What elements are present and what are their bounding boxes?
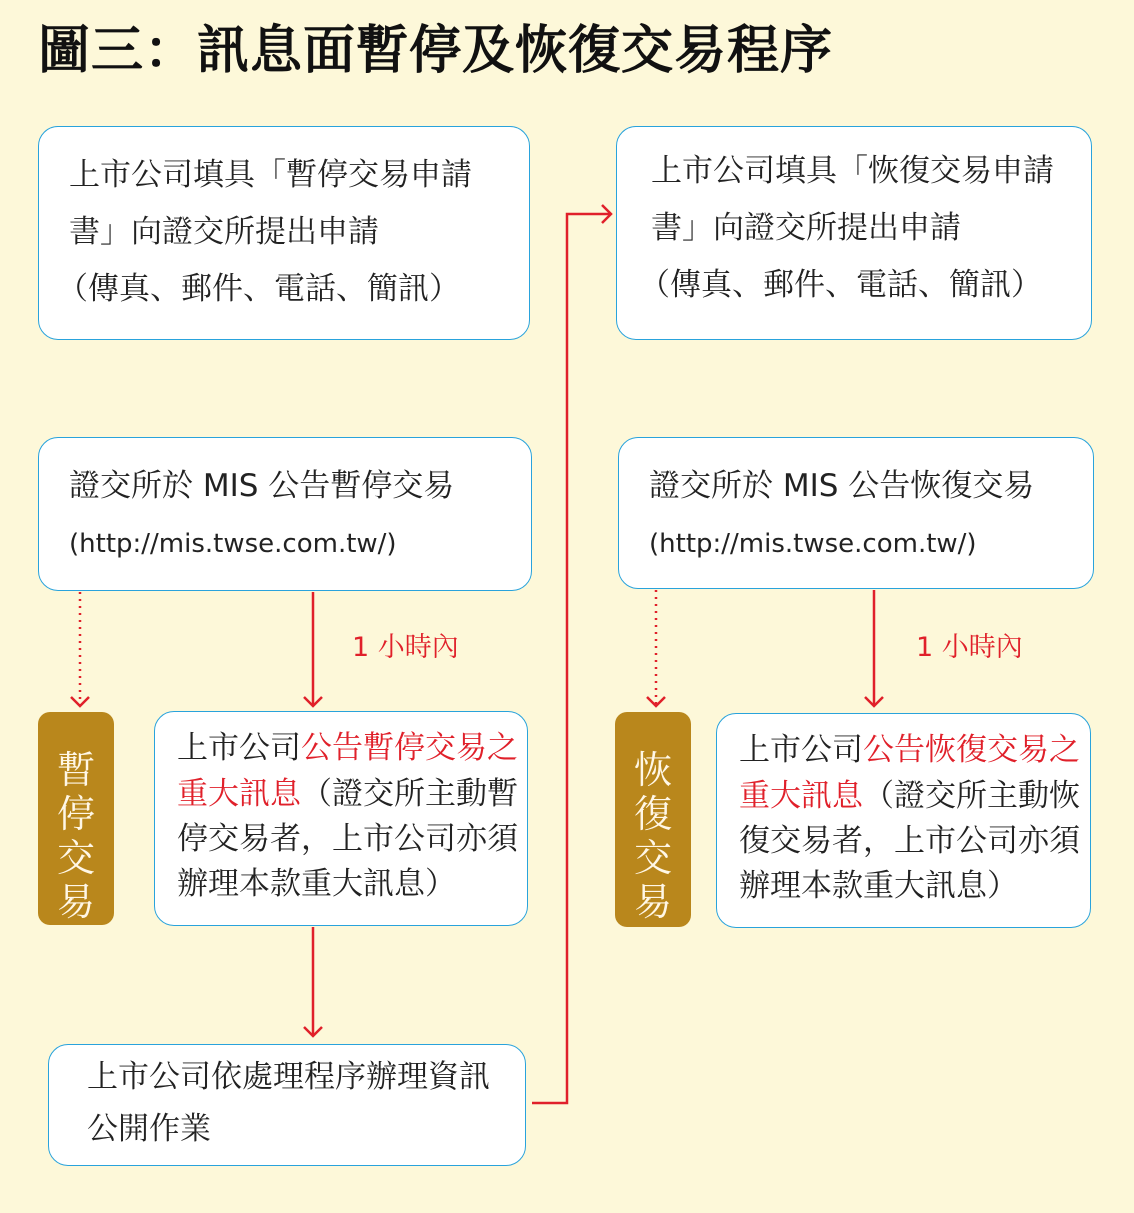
suspend-apply-line3: （傳真、郵件、電話、簡訊）: [57, 271, 460, 307]
suspend-announce-line3: 停交易者，上市公司亦須: [177, 821, 518, 857]
suspend-apply-line2: 書」向證交所提出申請: [69, 214, 379, 250]
resume-mis-box: [618, 437, 1094, 589]
disclosure-line2: 公開作業: [87, 1111, 211, 1147]
suspend-announce-line4: 辦理本款重大訊息）: [177, 866, 456, 902]
resume-announce-highlight-2: 重大訊息: [739, 778, 863, 814]
suspend-announce-highlight-1: 公告暫停交易之: [301, 730, 518, 766]
suspend-apply-box: [38, 126, 530, 340]
resume-mis-url: (http://mis.twse.com.tw/): [649, 529, 977, 559]
suspend-side-char-1: 暫: [56, 748, 95, 792]
resume-side-char-1: 恢: [633, 748, 672, 792]
resume-announce-company: 上市公司: [739, 732, 863, 768]
suspend-announce-company: 上市公司: [177, 730, 301, 766]
resume-apply-line1: 上市公司填具「恢復交易申請: [651, 153, 1054, 189]
resume-side-char-4: 易: [633, 880, 672, 924]
suspend-mis-url: (http://mis.twse.com.tw/): [69, 529, 397, 559]
resume-announce-line1: [739, 728, 1080, 772]
suspend-side-label: [38, 712, 114, 925]
resume-mis-line1: 證交所於 MIS 公告恢復交易: [649, 468, 1035, 504]
suspend-mis-line1: 證交所於 MIS 公告暫停交易: [69, 468, 455, 504]
resume-apply-line3: （傳真、郵件、電話、簡訊）: [639, 267, 1042, 303]
resume-announce-box: [716, 713, 1091, 928]
resume-side-char-2: 復: [633, 792, 672, 836]
suspend-apply-line1: 上市公司填具「暫停交易申請: [69, 157, 472, 193]
suspend-announce-box: [154, 711, 528, 926]
resume-apply-box: [616, 126, 1092, 340]
resume-announce-line3: 復交易者，上市公司亦須: [739, 823, 1080, 859]
resume-side-label: [615, 712, 691, 927]
resume-announce-line2: [739, 774, 1080, 818]
arrow-disclosure-to-resume-apply: [532, 214, 611, 1103]
resume-apply-line2: 書」向證交所提出申請: [651, 210, 961, 246]
resume-announce-note: （證交所主動恢: [863, 778, 1080, 814]
resume-side-char-3: 交: [633, 836, 672, 880]
suspend-announce-highlight-2: 重大訊息: [177, 776, 301, 812]
diagram-title: 圖三：訊息面暫停及恢復交易程序: [38, 20, 834, 81]
suspend-mis-box: [38, 437, 532, 591]
resume-announce-highlight-1: 公告恢復交易之: [863, 732, 1080, 768]
disclosure-line1: 上市公司依處理程序辦理資訊: [87, 1059, 490, 1095]
suspend-side-char-4: 易: [56, 880, 95, 924]
suspend-announce-note: （證交所主動暫: [301, 776, 518, 812]
suspend-announce-line2: [177, 772, 518, 816]
resume-announce-line4: 辦理本款重大訊息）: [739, 868, 1018, 904]
disclosure-box: [48, 1044, 526, 1166]
suspend-time-label: 1 小時內: [352, 632, 459, 663]
suspend-side-char-3: 交: [56, 836, 95, 880]
suspend-side-char-2: 停: [56, 792, 95, 836]
suspend-announce-line1: [177, 726, 518, 770]
resume-time-label: 1 小時內: [916, 632, 1023, 663]
